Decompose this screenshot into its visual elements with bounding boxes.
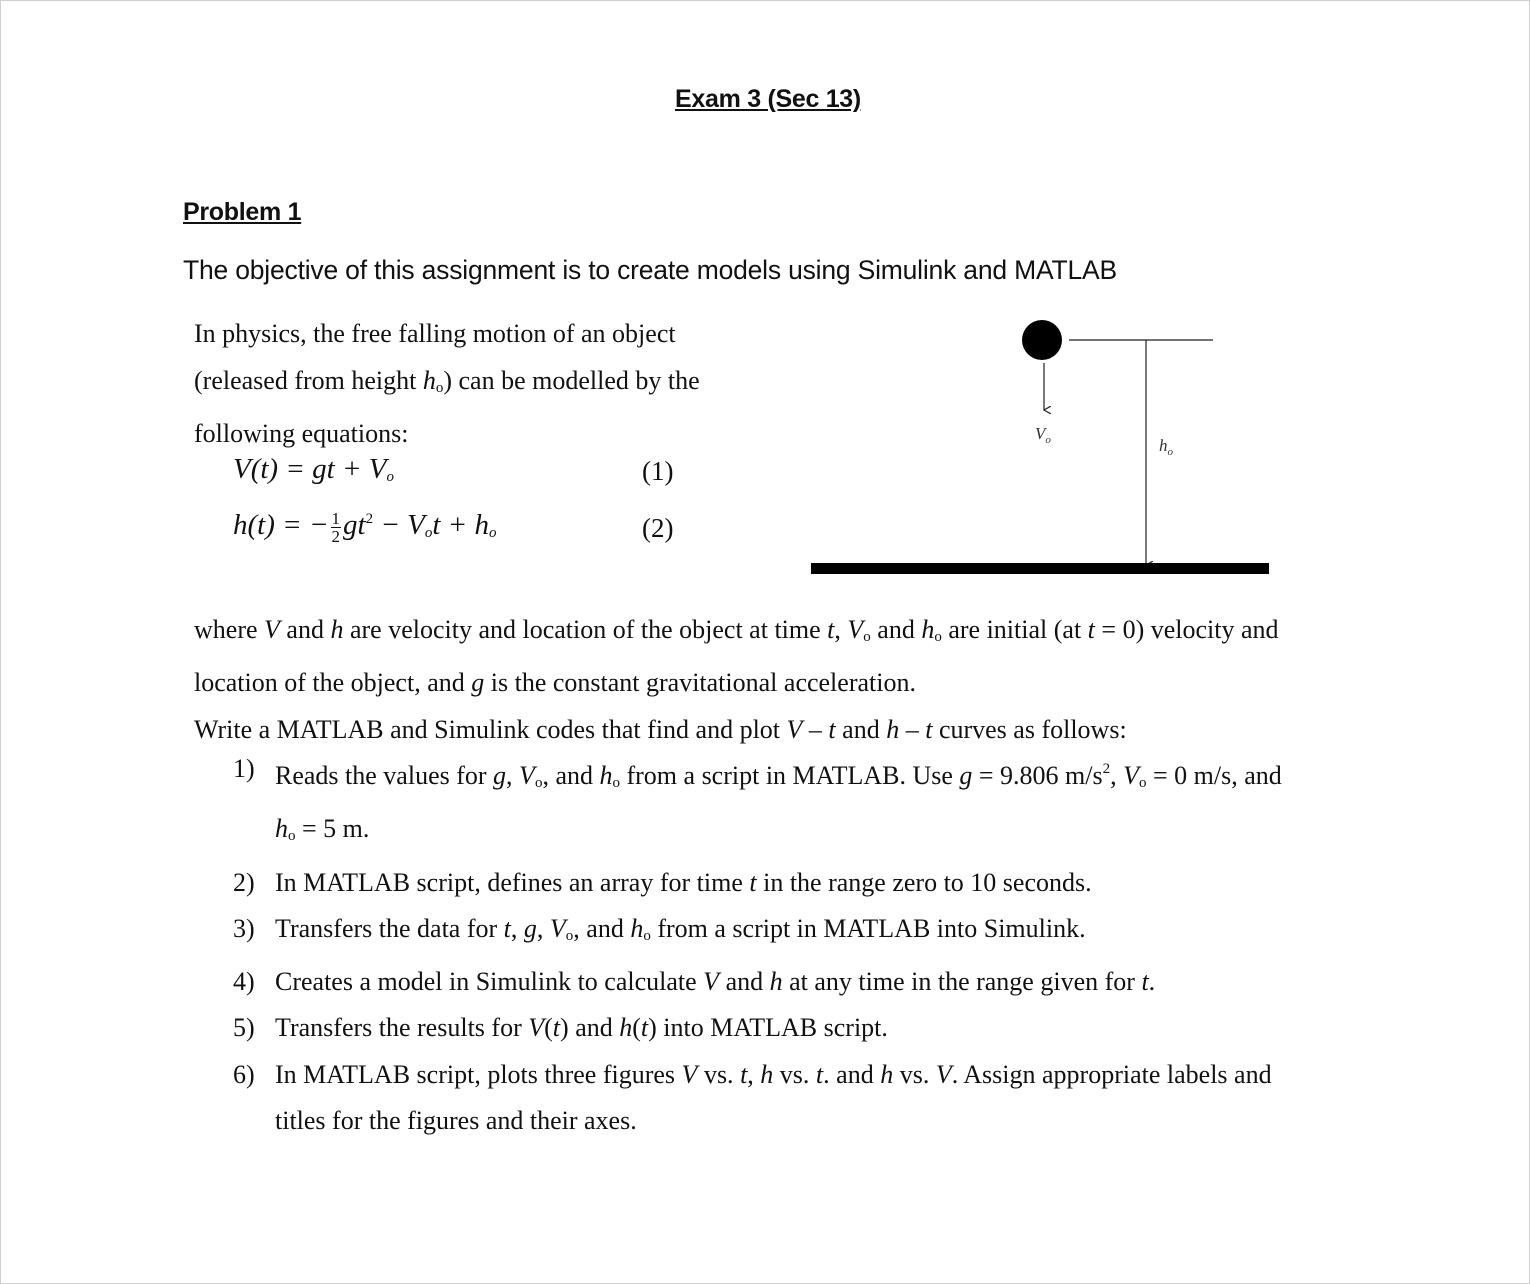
problem-heading: Problem 1: [183, 198, 302, 226]
equation-2-part: gt: [343, 509, 366, 541]
intro-line-3: following equations:: [194, 419, 409, 448]
exam-title: Exam 3 (Sec 13): [675, 85, 861, 113]
list-item-number: 5): [233, 1013, 255, 1043]
list-item: 1) Reads the values for g, $V_o$, and $h_o$ from a script in MATLAB. Use g = 9.806 $m/s^2$, $V_o = 0$ m/s, and $h_o = 5$ m.: [233, 746, 1282, 860]
superscript: 2: [365, 511, 374, 527]
falling-object-ball: [1022, 320, 1062, 360]
list-item: 5) Transfers the results for V(t) and h(t) into MATLAB script.: [233, 1005, 1282, 1051]
fraction-one-half: [331, 510, 342, 545]
intro-text: (released from height: [194, 365, 423, 395]
equation-2-part: − V: [373, 509, 425, 541]
velocity-label: $V_o$: [1035, 424, 1051, 446]
equation-2-part: h(t) = −: [233, 509, 329, 541]
list-item: 2) In MATLAB script, defines an array for time t in the range zero to 10 seconds.: [233, 860, 1282, 906]
fraction-denominator: 2: [331, 526, 341, 546]
free-fall-diagram: [801, 311, 1281, 581]
list-item-number: 1): [233, 754, 255, 783]
equation-1-body: V(t) = gt + V: [233, 453, 387, 485]
paragraph-1-line-2: location of the object, and g is the constant gravitational acceleration.: [194, 668, 916, 698]
intro-paragraph: [194, 311, 719, 458]
list-item: 3) Transfers the data for t, g, $V_o$, and $h_o$ from a script in MATLAB into Simulink.: [233, 906, 1282, 959]
equation-2: [233, 509, 497, 545]
subscript: o: [489, 525, 497, 541]
description-paragraphs: [194, 607, 1329, 753]
ground-bar: [811, 563, 1269, 574]
equation-1: [233, 453, 394, 486]
equation-1-number: (1): [642, 456, 674, 486]
equation-2-part: t + h: [432, 509, 490, 541]
subscript: o: [435, 379, 444, 396]
list-item: 4) Creates a model in Simulink to calculate V and h at any time in the range given for t.: [233, 959, 1282, 1005]
list-item: 6) In MATLAB script, plots three figures V vs. t, h vs. t. and h vs. V. Assign appropriate labels and titles for the figures and their axes.: [233, 1052, 1282, 1145]
fraction-numerator: 1: [331, 508, 341, 528]
subscript: o: [424, 525, 433, 541]
height-label: $h_o$: [1159, 436, 1173, 458]
intro-line-2: [194, 358, 719, 412]
task-list: [233, 746, 1282, 1144]
intro-text: ) can be modelled by the: [443, 365, 700, 395]
objective-text: The objective of this assignment is to create models using Simulink and MATLAB: [183, 255, 1117, 285]
var-h: h: [422, 365, 436, 395]
list-item-number: 2): [233, 867, 255, 897]
subscript: o: [386, 469, 394, 485]
paragraph-2: Write a MATLAB and Simulink codes that find and plot V – t and h – t curves as follows:: [194, 714, 1127, 744]
list-item-number: 6): [233, 1059, 255, 1089]
intro-line-1: In physics, the free falling motion of an object: [194, 319, 676, 348]
list-item-number: 4): [233, 967, 255, 997]
list-item-number: 3): [233, 913, 255, 943]
equation-2-number: (2): [642, 513, 674, 543]
paragraph-1-line-1: where V and h are velocity and location of the object at time t, $V_o$ and $h_o$ are initial (at t = 0) velocity and: [194, 615, 1279, 645]
